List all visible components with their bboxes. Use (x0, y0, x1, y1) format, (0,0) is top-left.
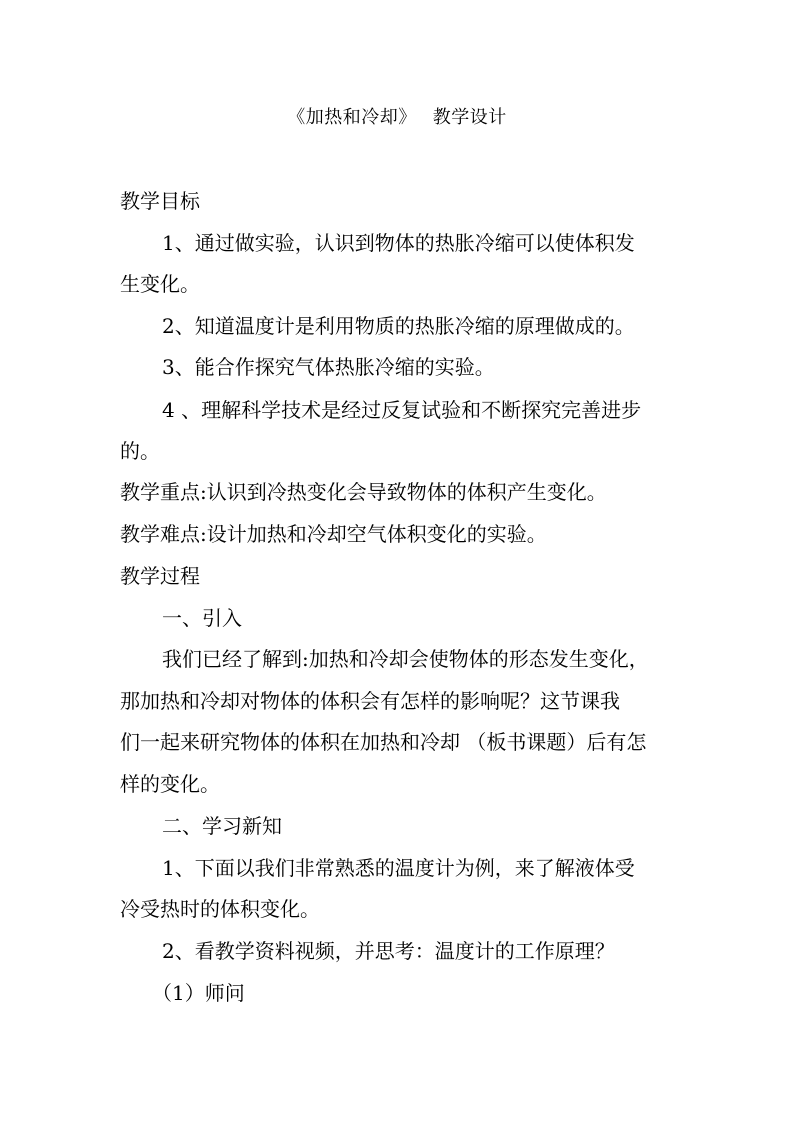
key-point-line: 教学重点:认识到冷热变化会导致物体的体积产生变化。 (120, 480, 607, 504)
subheading-introduction: 一、引入 (162, 606, 242, 630)
paragraph-line: （1）师问 (152, 981, 245, 1005)
paragraph-line: 我们已经了解到:加热和冷却会使物体的形态发生变化， (162, 647, 649, 671)
paragraph-line: 冷受热时的体积变化。 (120, 897, 320, 921)
paragraph-line: 的。 (120, 439, 160, 463)
subheading-new-knowledge: 二、学习新知 (162, 814, 282, 838)
paragraph-line: 们一起来研究物体的体积在加热和冷却 （板书课题）后有怎 (120, 730, 647, 754)
paragraph-line: 那加热和冷却对物体的体积会有怎样的影响呢？这节课我 (120, 689, 620, 713)
section-heading-objectives: 教学目标 (120, 189, 200, 213)
paragraph-line: 1、下面以我们非常熟悉的温度计为例，来了解液体受 (162, 856, 635, 880)
paragraph-line: 1、通过做实验，认识到物体的热胀冷缩可以使体积发 (162, 231, 635, 255)
paragraph-line: 样的变化。 (120, 772, 220, 796)
title-main: 《加热和冷却》 (287, 107, 417, 128)
paragraph-line: 4 、理解科学技术是经过反复试验和不断探究完善进步 (162, 398, 642, 422)
paragraph-line: 生变化。 (120, 272, 200, 296)
document-title (0, 106, 794, 130)
paragraph-line: 3、能合作探究气体热胀冷缩的实验。 (162, 355, 495, 379)
paragraph-line: 2、看教学资料视频，并思考：温度计的工作原理？ (162, 939, 615, 963)
title-suffix: 教学设计 (432, 107, 507, 128)
paragraph-line: 2、知道温度计是利用物质的热胀冷缩的原理做成的。 (162, 314, 635, 338)
difficult-point-line: 教学难点:设计加热和冷却空气体积变化的实验。 (120, 522, 547, 546)
section-heading-process: 教学过程 (120, 564, 200, 588)
